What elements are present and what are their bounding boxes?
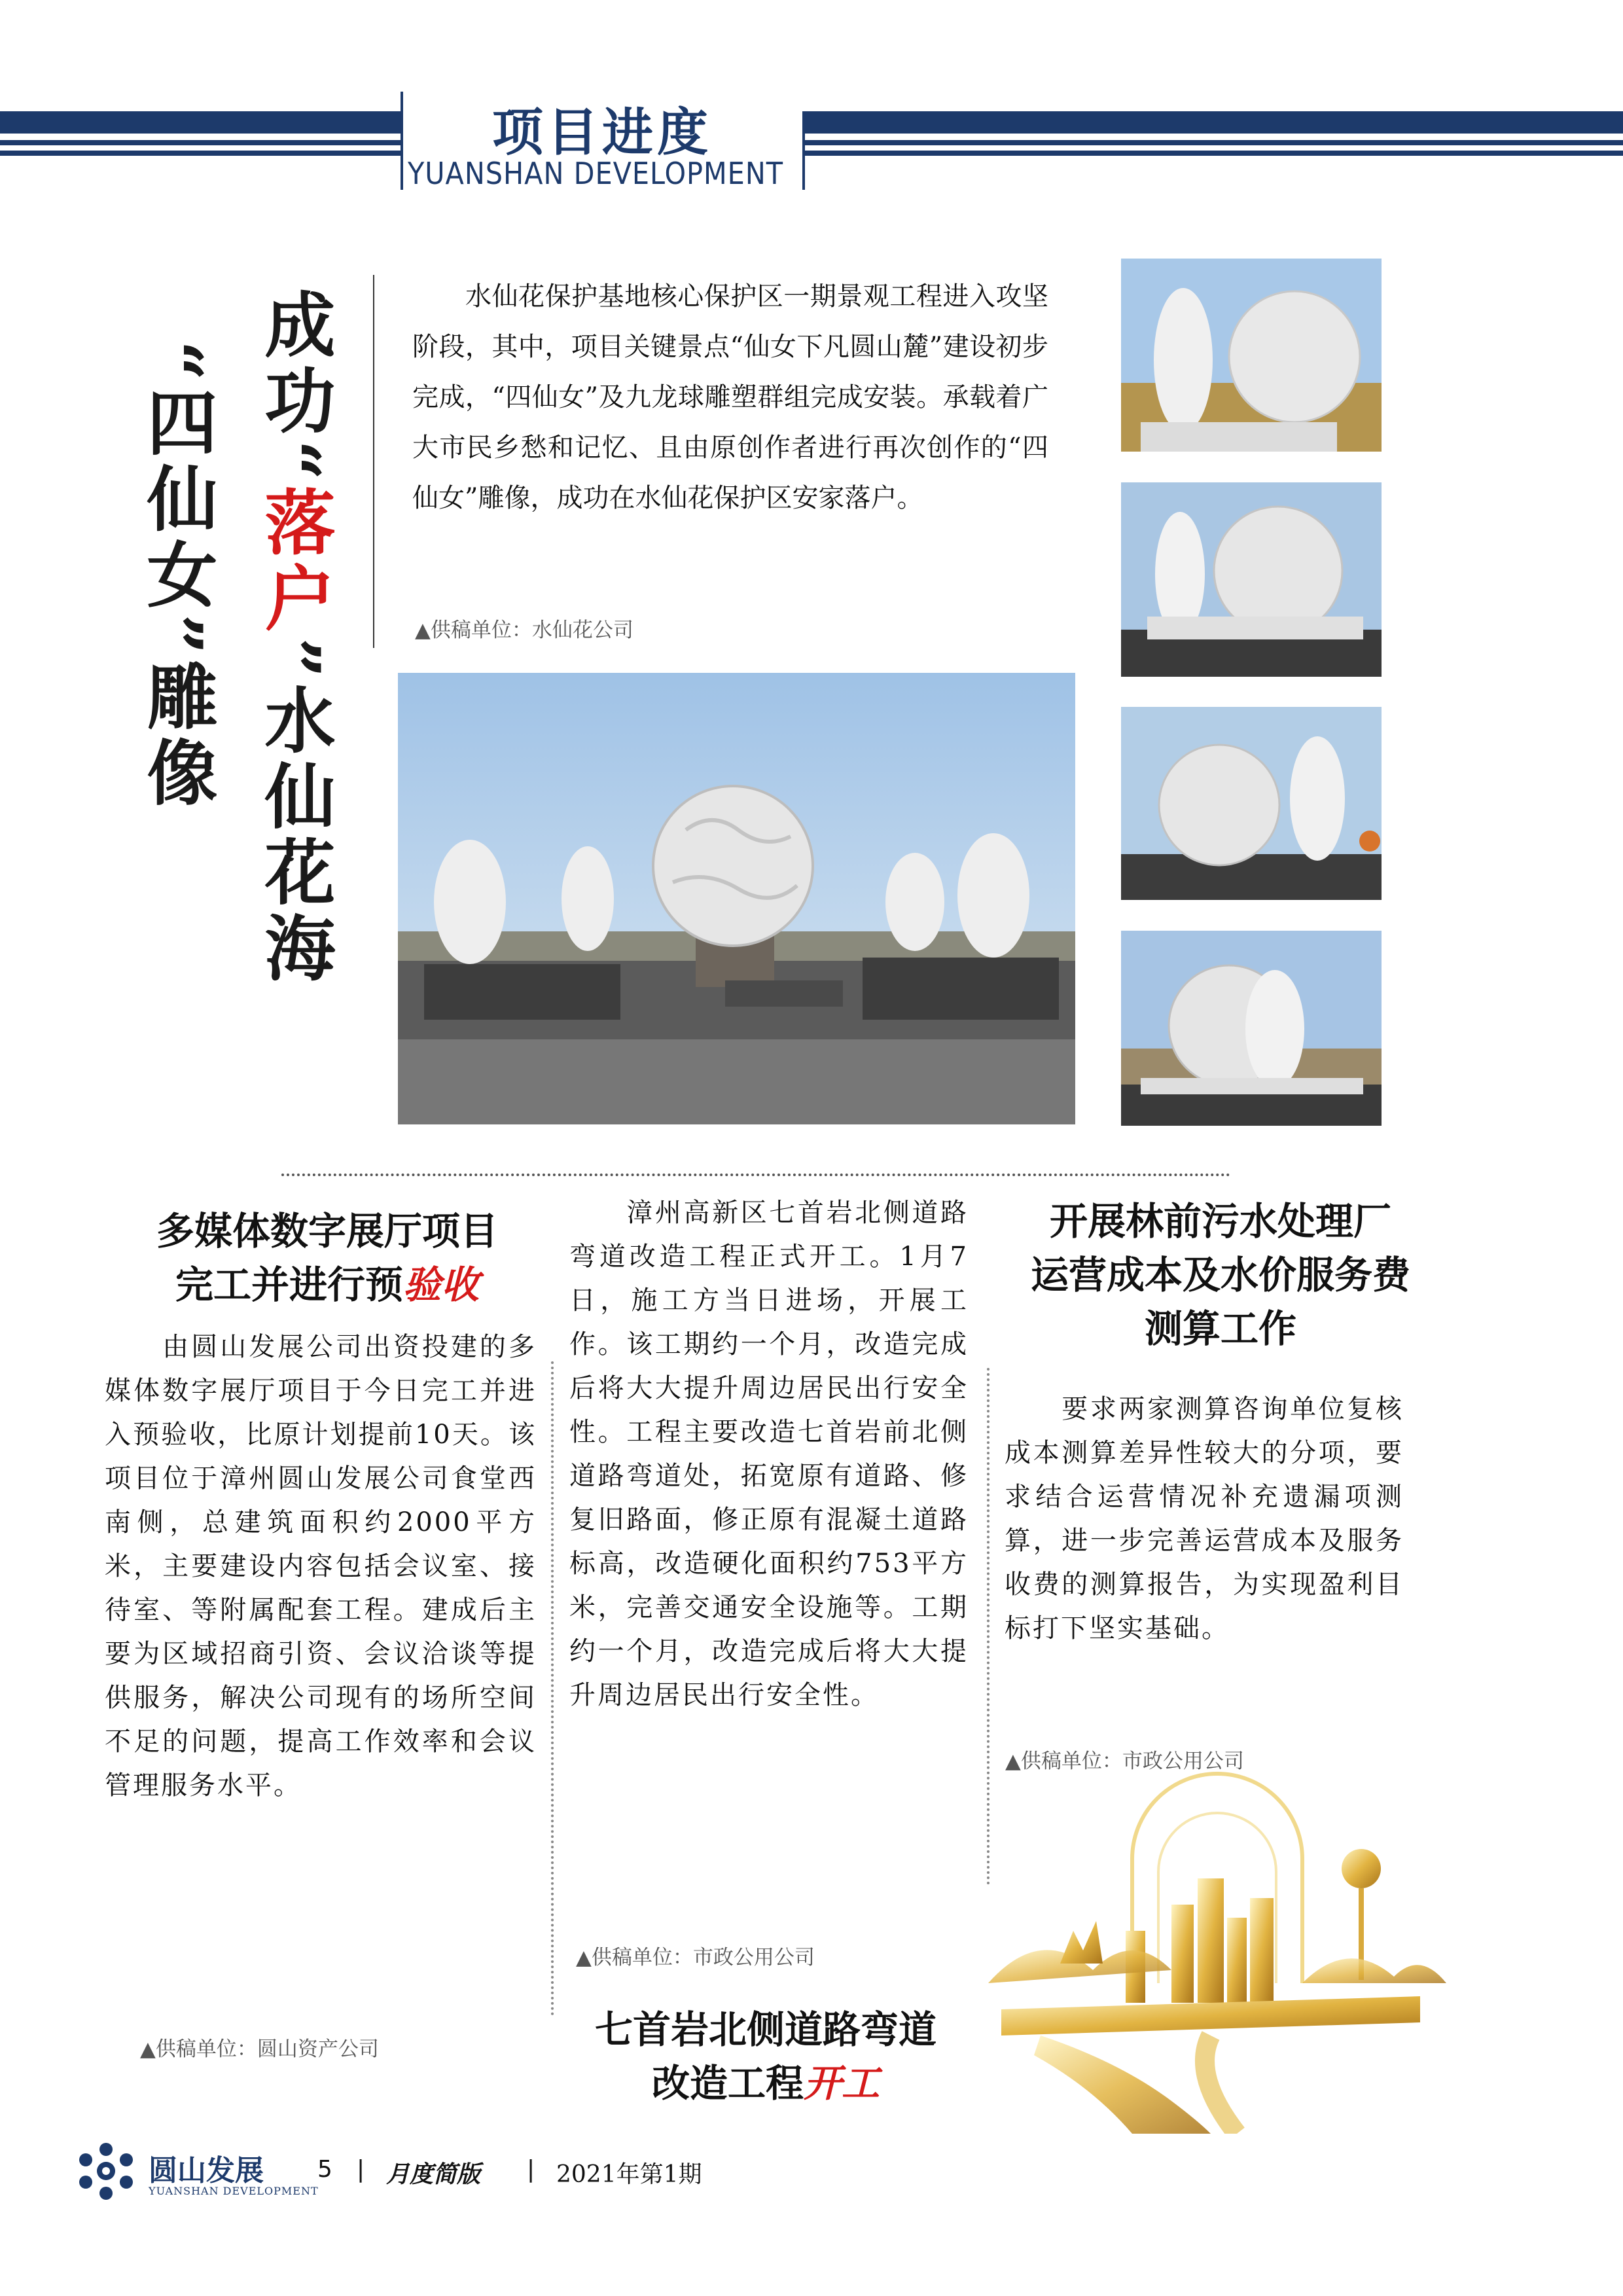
- page-number: 5: [317, 2156, 332, 2183]
- header-bar-right: [805, 111, 1623, 164]
- statue-group-photo: [398, 673, 1075, 1124]
- story4-headline: 开展林前污水处理厂 运营成本及水价服务费 测算工作: [1030, 1199, 1410, 1351]
- footer-separator: |: [527, 2156, 535, 2183]
- statue-photo-3: [1121, 707, 1382, 900]
- story1-body: 水仙花保护基地核心保护区一期景观工程进入攻坚阶段，其中，项目关键景点“仙女下凡圆山麓”建设初步完成，“四仙女”及九龙球雕塑群组完成安装。承载着广大市民乡愁和记忆、且由原创作者进行再次创作的“四仙女”雕像，成功在水仙花保护区安家落户。: [412, 281, 1048, 513]
- story2-headline: 多媒体数字展厅项目 完工并进行预验收: [156, 1209, 498, 1307]
- footer-issue: 2021年第1期: [556, 2161, 702, 2188]
- header-frame-right: [802, 111, 805, 190]
- story2-source: ▲供稿单位：圆山资产公司: [140, 2037, 379, 2061]
- story1-headline-col1: 成功“落户”水仙花海: [253, 288, 335, 988]
- story4-source: ▲供稿单位：市政公用公司: [1005, 1749, 1244, 1773]
- story4-body: 要求两家测算咨询单位复核成本测算差异性较大的分项，要求结合运营情况补充遗漏项测算，进一步完善运营成本及服务收费的测算报告，为实现盈利目标打下坚实基础。: [1005, 1394, 1404, 1643]
- statue-photo-2: [1121, 482, 1382, 677]
- footer-brand-en: YUANSHAN DEVELOPMENT: [149, 2185, 319, 2197]
- section-title: 项目进度: [491, 103, 712, 162]
- story3-body: 漳州高新区七首岩北侧道路弯道改造工程正式开工。1月7日，施工方当日进场，开展工作。该工期约一个月，改造完成后将大大提升周边居民出行安全性。工程主要改造七首岩前北侧道路弯道处，拓宽原有道路、修复旧路面，修正原有混凝土道路标高，改造硬化面积约753平方米，完善交通安全设施等。工期约一个月，改造完成后将大大提升周边居民出行安全性。: [569, 1198, 969, 1710]
- story2-body: 由圆山发展公司出资投建的多媒体数字展厅项目于今日完工并进入预验收，比原计划提前10天。该项目位于漳州圆山发展公司食堂西南侧，总建筑面积约2000平方米，主要建设内容包括会议室、接待室、等附属配套工程。建成后主要为区域招商引资、会议洽谈等提供服务，解决公司现有的场所空间不足的问题，提高工作效率和会议管理服务水平。: [105, 1332, 537, 1801]
- story1-source: ▲供稿单位：水仙花公司: [415, 619, 633, 642]
- decorative-gold-city-illustration: [962, 1767, 1459, 2134]
- story3-headline: 七首岩北侧道路弯道 改造工程开工: [594, 2007, 936, 2106]
- headline-highlight: 开工: [804, 2061, 880, 2106]
- headline-divider: [373, 275, 374, 648]
- footer-edition: 月度简版: [386, 2161, 481, 2188]
- column-divider-1: [551, 1361, 554, 2016]
- header-bar-left: [0, 111, 401, 164]
- yuanshan-logo-icon: [75, 2140, 137, 2202]
- section-divider: [281, 1174, 1230, 1176]
- story1-headline-col2: “四仙女”雕像: [135, 340, 217, 812]
- footer-separator: |: [357, 2156, 365, 2183]
- statue-photo-4: [1121, 931, 1382, 1126]
- story3-source: ▲供稿单位：市政公用公司: [576, 1946, 815, 1969]
- headline-highlight: 落户: [253, 486, 335, 638]
- section-subtitle: YUANSHAN DEVELOPMENT: [407, 156, 784, 191]
- headline-highlight: 验收: [403, 1263, 480, 1307]
- page-footer: [75, 2140, 861, 2206]
- footer-brand: 圆山发展: [149, 2154, 264, 2187]
- statue-photo-1: [1121, 259, 1382, 452]
